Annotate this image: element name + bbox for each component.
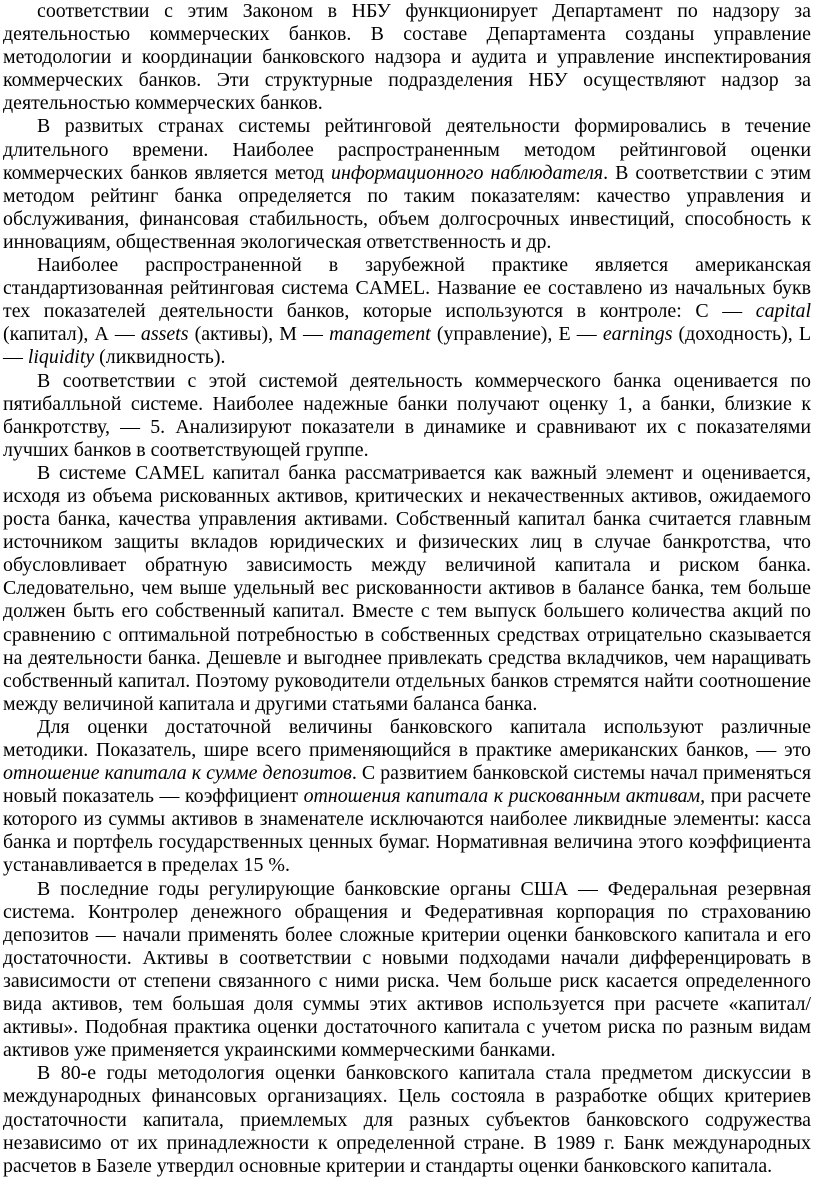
italic-term: информационного наблюдателя	[331, 161, 604, 184]
text-run: соответствии с этим Законом в НБУ функционирует Департамент по надзору за деятельностью коммерческих банков. В составе Департамента созданы управление методологии и координации банковского надзора и аудита и управление инспектирования коммерческих банков. Эти структурные подразделения НБУ осуществляют надзор за деятельностью коммерческих банков.	[3, 0, 811, 115]
paragraph-1	[3, 0, 811, 115]
text-run: В развитых странах системы рейтинговой деятельности формировались в течение длительного времени. Наиболее распространенным методом рейтинговой оценки коммерческих банков является метод	[3, 115, 811, 184]
paragraph-5	[3, 462, 811, 716]
italic-term: отношение капитала к сумме депозитов	[3, 762, 352, 785]
italic-term: liquidity	[27, 346, 95, 369]
text-run: В последние годы регулирующие банковские органы США — Федеральная резервная система. Контролер денежного обращения и Федеративная корпорация по страхованию депозитов — начали применять более сложные критерии оценки банковского капитала и его достаточности. Активы в соответствии с новыми подходами начали дифференцировать в зависимости от степени связанного с ними риска. Чем больше риск касается определенного вида активов, тем большая доля суммы этих активов используется при расчете «капитал/активы». Подобная практика оценки достаточного капитала с учетом риска по разным видам активов уже применяется украинскими коммерческими банками.	[3, 877, 811, 1062]
text-run: (управление), Е —	[430, 323, 603, 346]
italic-term: assets	[140, 323, 189, 346]
text-run: . В соответствии с этим методом рейтинг банка определяется по таким показателям: качество управления и обслуживания, финансовая стабильность, объем долгосрочных инвестиций, способность к инновациям, общественная экологическая ответственность и др.	[3, 161, 811, 253]
italic-term: management	[329, 323, 431, 346]
paragraph-3	[3, 254, 811, 369]
text-run: В системе CAMEL капитал банка рассматривается как важный элемент и оценивается, исходя из объема рискованных активов, критических и некачественных активов, ожидаемого роста банка, качества управления активами. Собственный капитал банка считается главным источником защиты вкладов юридических и физических лиц в случае банкротства, что обусловливает обратную зависимость между величиной капитала и риском банка. Следовательно, чем выше удельный вес рискованности активов в балансе банка, тем больше должен быть его собственный капитал. Вместе с тем выпуск большего количества акций по сравнению с оптимальной потребностью в собственных средствах отрицательно сказывается на деятельности банка. Дешевле и выгоднее привлекать средства вкладчиков, чем наращивать собственный капитал. Поэтому руководители отдельных банков стремятся найти соотношение между величиной капитала и другими статьями баланса банка.	[3, 461, 811, 715]
paragraph-8	[3, 1062, 811, 1177]
text-run: Для оценки достаточной величины банковского капитала используют различные методики. Показатель, шире всего применяющийся в практике американских банков, — это	[3, 715, 811, 761]
italic-term: отношения капитала к рискованным активам,	[303, 785, 706, 808]
paragraph-7	[3, 878, 811, 1063]
text-run: (ликвидность).	[94, 346, 226, 369]
text-run: при расчете которого из суммы активов в знаменателе исключаются наиболее ликвидные элементы: касса банка и портфель государственных ценных бумаг. Нормативная величина этого коэффициента устанавливается в пределах 15 %.	[3, 785, 811, 877]
paragraph-2	[3, 115, 811, 254]
text-run: В 80-е годы методология оценки банковского капитала стала предметом дискуссии в международных финансовых организациях. Цель состояла в разработке общих критериев достаточности капитала, приемлемых для разных субъектов банковского содружества независимо от их принадлежности к определенной стране. В 1989 г. Банк международных расчетов в Базеле утвердил основные критерии и стандарты оценки банковского капитала.	[3, 1062, 811, 1177]
paragraph-4	[3, 370, 811, 462]
text-run: (капитал), А —	[3, 323, 141, 346]
text-run: (доходность), L —	[3, 323, 811, 369]
paragraph-6	[3, 716, 811, 878]
italic-term: capital	[755, 300, 811, 323]
text-run: (активы), М —	[188, 323, 330, 346]
text-run: Наиболее распространенной в зарубежной практике является американская стандартизованная рейтинговая система CAMEL. Название ее составлено из начальных букв тех показателей деятельности банков, которые используются в контроле: С —	[3, 254, 811, 323]
text-run: . С развитием банковской системы начал применяться новый показатель — коэффициент	[3, 762, 812, 808]
text-run: В соответствии с этой системой деятельность коммерческого банка оценивается по пятибалльной системе. Наиболее надежные банки получают оценку 1, а банки, близкие к банкротству, — 5. Анализируют показатели в динамике и сравнивают их с показателями лучших банков в соответствующей группе.	[3, 369, 811, 461]
italic-term: earnings	[602, 323, 673, 346]
